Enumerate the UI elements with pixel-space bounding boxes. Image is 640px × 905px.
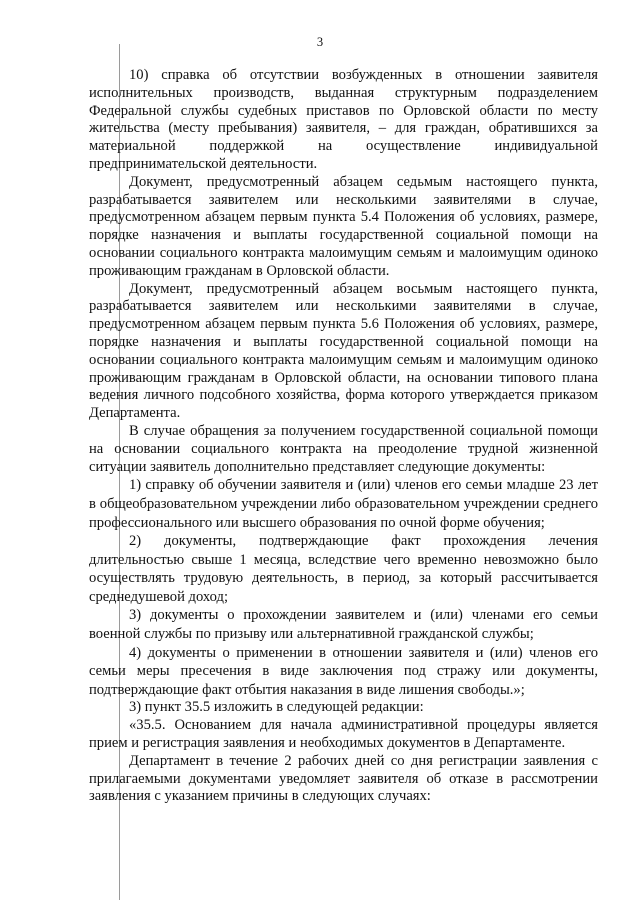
paragraph-35-5-basis: «35.5. Основанием для начала административной процедуры является прием и регистрация заявления и необходимых документов в Департаменте. xyxy=(89,717,598,752)
paragraph-document-paragraph-seven: Документ, предусмотренный абзацем седьмым настоящего пункта, разрабатывается заявителем или несколькими заявителями в случае, предусмотренном абзацем первым пункта 5.4 Положения об условиях, размере, порядке назначения и выплаты государственной социальной помощи на основании социального контракта малоимущим семьям и малоимущим одиноко проживающим гражданам в Орловской области. xyxy=(89,173,598,279)
paragraph-list-item-1: 1) справку об обучении заявителя и (или) членов его семьи младше 23 лет в общеобразовательном учреждении либо образовательном учреждении среднего профессионального или высшего образования по очной форме обучения; xyxy=(89,477,598,531)
paragraph-list-item-4: 4) документы о применении в отношении заявителя и (или) членов его семьи меры пресечения в виде заключения под стражу или документы, подтверждающие факт отбытия наказания в виде лишения свободы.»; xyxy=(89,644,598,698)
document-body xyxy=(89,67,598,806)
paragraph-department-notice: Департамент в течение 2 рабочих дней со дня регистрации заявления с прилагаемыми документами уведомляет заявителя об отказе в рассмотрении заявления с указанием причины в следующих случаях: xyxy=(89,752,598,805)
paragraph-list-item-3: 3) документы о прохождении заявителем и (или) членами его семьи военной службы по призыву или альтернативной гражданской службы; xyxy=(89,607,598,643)
paragraph-difficult-situation-intro: В случае обращения за получением государственной социальной помощи на основании социального контракта на преодоление трудной жизненной ситуации заявитель дополнительно представляет следующие документы: xyxy=(89,422,598,475)
paragraph-list-item-2: 2) документы, подтверждающие факт прохождения лечения длительностью свыше 1 месяца, вследствие чего временно невозможно было осуществлять трудовую деятельность, в период, за который рассчитывается среднедушевой доход; xyxy=(89,533,598,605)
paragraph-item-10-certificate: 10) справка об отсутствии возбужденных в отношении заявителя исполнительных производств, выданная структурным подразделением Федеральной службы судебных приставов по Орловской области по месту жительства (месту пребывания) заявителя, – для граждан, обратившихся за материальной поддержкой на осуществление индивидуальной предпринимательской деятельности. xyxy=(89,67,598,172)
page-number: 3 xyxy=(316,35,324,49)
paragraph-document-paragraph-eight: Документ, предусмотренный абзацем восьмым настоящего пункта, разрабатывается заявителем или несколькими заявителями в случае, предусмотренном абзацем первым пункта 5.6 Положения об условиях, размере, порядке назначения и выплаты государственной социальной помощи на основании социального контракта малоимущим семьям и малоимущим одиноко проживающим гражданам в Орловской области, на основании типового плана ведения личного подсобного хозяйства, форма которого утверждается приказом Департамента. xyxy=(89,280,598,422)
paragraph-amendment-35-5: 3) пункт 35.5 изложить в следующей редакции: xyxy=(129,699,424,716)
